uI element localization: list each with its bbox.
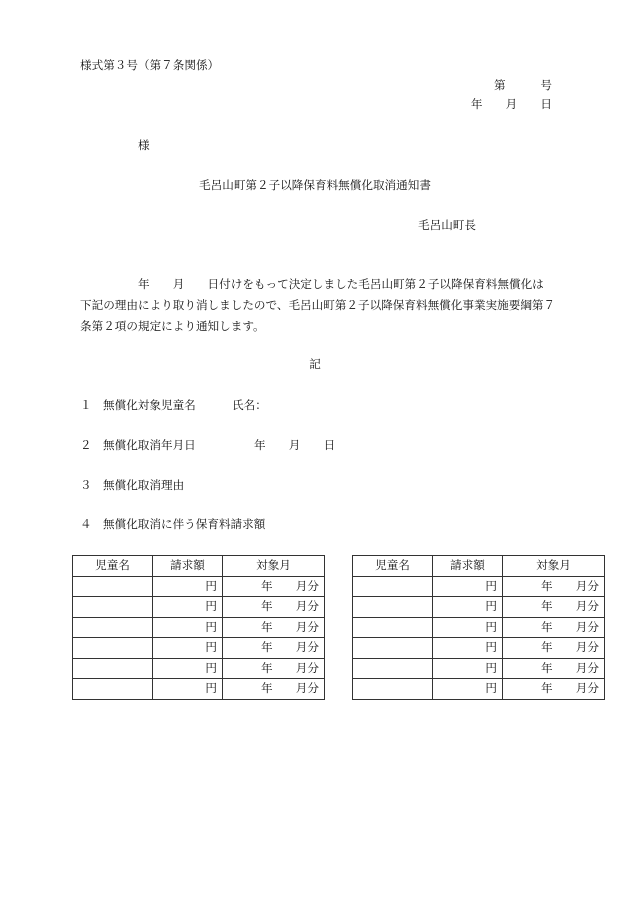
target-month-cell: 年 月分 xyxy=(503,597,605,618)
child-name-cell xyxy=(73,679,153,700)
amount-cell: 円 xyxy=(153,679,223,700)
item-number: １ xyxy=(80,398,92,412)
amount-cell: 円 xyxy=(433,617,503,638)
amount-cell: 円 xyxy=(433,597,503,618)
item-number: ４ xyxy=(80,517,92,531)
document-title: 毛呂山町第２子以降保育料無償化取消通知書 xyxy=(199,178,431,192)
body-line: 条第２項の規定により通知します。 xyxy=(80,319,265,333)
body-line: 下記の理由により取り消しましたので、毛呂山町第２子以降保育料無償化事業実施要綱第７ xyxy=(80,298,556,312)
table-row xyxy=(353,617,605,638)
form-label: 様式第３号（第７条関係） xyxy=(80,58,220,72)
item-number: ３ xyxy=(80,478,92,492)
table-row xyxy=(353,658,605,679)
amount-cell: 円 xyxy=(153,576,223,597)
target-month-cell: 年 月分 xyxy=(503,638,605,659)
header-amount: 請求額 xyxy=(433,556,503,577)
table-row xyxy=(353,576,605,597)
header-amount: 請求額 xyxy=(153,556,223,577)
child-name-cell xyxy=(353,576,433,597)
target-month-cell: 年 月分 xyxy=(223,679,325,700)
billing-table-left xyxy=(72,555,325,700)
target-month-cell: 年 月分 xyxy=(503,658,605,679)
header-child-name: 児童名 xyxy=(353,556,433,577)
target-month-cell: 年 月分 xyxy=(223,597,325,618)
header-child-name: 児童名 xyxy=(73,556,153,577)
table-row xyxy=(73,617,325,638)
table-header-row xyxy=(353,556,605,577)
addressee-honorific: 様 xyxy=(138,138,150,152)
table-row xyxy=(73,658,325,679)
child-name-cell xyxy=(353,597,433,618)
table-row xyxy=(353,638,605,659)
table-row xyxy=(73,638,325,659)
child-name-cell xyxy=(353,617,433,638)
item-label: 無償化対象児童名 xyxy=(103,398,196,412)
header-target-month: 対象月 xyxy=(503,556,605,577)
target-month-cell: 年 月分 xyxy=(503,576,605,597)
amount-cell: 円 xyxy=(153,658,223,679)
child-name-cell xyxy=(353,658,433,679)
amount-cell: 円 xyxy=(433,658,503,679)
child-name-cell xyxy=(353,679,433,700)
target-month-cell: 年 月分 xyxy=(503,679,605,700)
table-row xyxy=(73,576,325,597)
item-number: ２ xyxy=(80,438,92,452)
target-month-cell: 年 月分 xyxy=(223,658,325,679)
child-name-cell xyxy=(73,617,153,638)
amount-cell: 円 xyxy=(153,597,223,618)
amount-cell: 円 xyxy=(153,617,223,638)
document-number-line: 第 号 xyxy=(494,78,552,92)
table-header-row xyxy=(73,556,325,577)
target-month-cell: 年 月分 xyxy=(223,576,325,597)
ki-heading: 記 xyxy=(309,357,321,371)
child-name-field: 氏名： xyxy=(232,398,267,412)
child-name-cell xyxy=(73,597,153,618)
child-name-cell xyxy=(73,638,153,659)
amount-cell: 円 xyxy=(433,576,503,597)
target-month-cell: 年 月分 xyxy=(223,638,325,659)
child-name-cell xyxy=(73,658,153,679)
item-label: 無償化取消理由 xyxy=(103,478,185,492)
amount-cell: 円 xyxy=(433,638,503,659)
document-date-line: 年 月 日 xyxy=(470,97,552,111)
table-row xyxy=(73,679,325,700)
amount-cell: 円 xyxy=(153,638,223,659)
target-month-cell: 年 月分 xyxy=(503,617,605,638)
item-label: 無償化取消に伴う保育料請求額 xyxy=(103,517,266,531)
header-target-month: 対象月 xyxy=(223,556,325,577)
item-label: 無償化取消年月日 xyxy=(103,438,196,452)
table-row xyxy=(353,597,605,618)
table-row xyxy=(73,597,325,618)
cancel-date-field: 年 月 日 xyxy=(254,438,336,452)
child-name-cell xyxy=(353,638,433,659)
billing-table-right xyxy=(352,555,605,700)
table-row xyxy=(353,679,605,700)
target-month-cell: 年 月分 xyxy=(223,617,325,638)
issuer-name: 毛呂山町長 xyxy=(418,218,476,232)
body-line: 年 月 日付けをもって決定しました毛呂山町第２子以降保育料無償化は xyxy=(80,277,544,291)
amount-cell: 円 xyxy=(433,679,503,700)
child-name-cell xyxy=(73,576,153,597)
